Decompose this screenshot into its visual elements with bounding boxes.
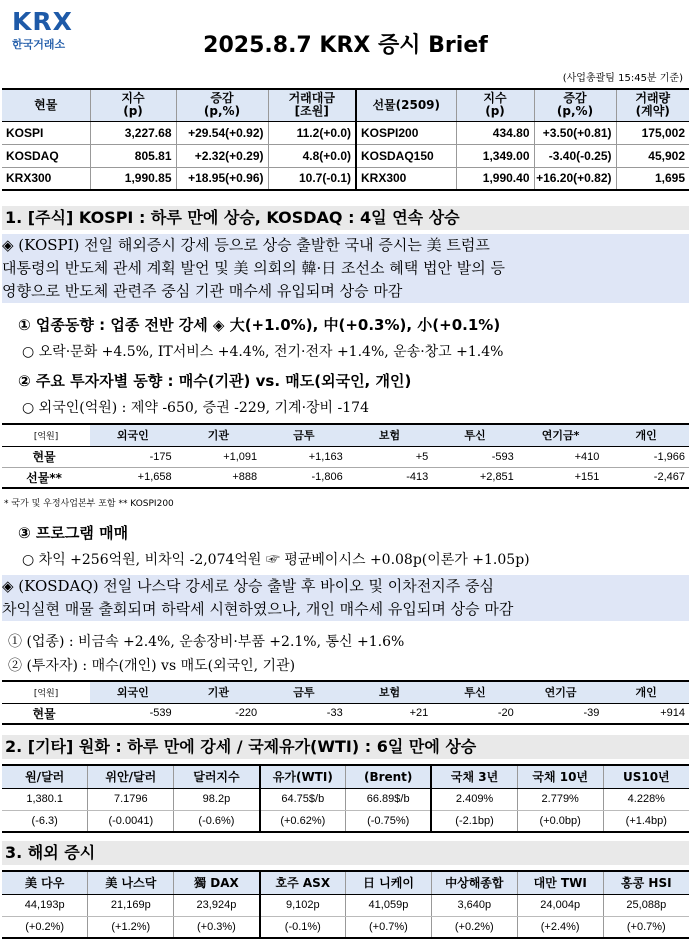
row-fut-change: -3.40(-0.25)	[534, 144, 616, 167]
hdr-cny-usd: 위안/달러	[88, 765, 174, 788]
cell: -413	[347, 467, 433, 488]
row-index: 3,227.68	[90, 121, 176, 144]
cell: (+0.0bp)	[517, 810, 603, 832]
kosdaq-investor-table	[2, 680, 689, 725]
kospi-line-2: 대통령의 반도체 관세 계획 발언 및 美 의회의 韓·日 조선소 혜택 법안 발의 등	[2, 257, 689, 280]
cell: 7.1796	[88, 788, 174, 810]
section1-title: 1. [주식] KOSPI : 하루 만에 상승, KOSDAQ : 4일 연속 상승	[2, 206, 689, 230]
cell: 44,193p	[2, 894, 88, 916]
kosdaq-paragraph	[2, 575, 689, 621]
cell: -539	[90, 703, 176, 724]
hdr-brent: (Brent)	[346, 765, 432, 788]
cell: 1,380.1	[2, 788, 88, 810]
cell: +914	[603, 703, 689, 724]
cell: (+0.7%)	[346, 916, 432, 938]
cell: +151	[518, 467, 604, 488]
logo-subtitle: 한국거래소	[12, 38, 66, 51]
row-fut-volume: 175,002	[616, 121, 689, 144]
sector-trend-bullet: ○ 오락·문화 +4.5%, IT서비스 +4.4%, 전기·전자 +1.4%, 운송·창고 +1.4%	[22, 344, 504, 360]
hdr-wti: 유가(WTI)	[260, 765, 346, 788]
cell: -33	[261, 703, 347, 724]
hdr-insurance: 보험	[347, 424, 433, 446]
cell: 24,004p	[517, 894, 603, 916]
unit-label: [억원]	[2, 424, 90, 446]
row-name: KOSDAQ	[2, 144, 90, 167]
cell: +5	[347, 446, 433, 467]
row-fut-name: KRX300	[356, 167, 456, 190]
row-name: KOSPI	[2, 121, 90, 144]
hdr-value: 거래대금 [조원]	[268, 89, 356, 121]
hdr-foreign: 외국인	[90, 424, 176, 446]
hdr-asx: 호주 ASX	[260, 871, 346, 894]
row-fut-name: KOSPI200	[356, 121, 456, 144]
footnote: * 국가 및 우정사업본부 포함 ** KOSPI200	[4, 499, 174, 509]
cell: -593	[432, 446, 518, 467]
cell: -2,467	[603, 467, 689, 488]
kospi-line-1: ◈ (KOSPI) 전일 해외증시 강세 등으로 상승 출발한 국내 증시는 美 트럼프	[2, 234, 689, 257]
row-change: +18.95(+0.96)	[176, 167, 268, 190]
unit-label: [억원]	[2, 681, 90, 703]
row-index: 805.81	[90, 144, 176, 167]
hdr-taiwan: 대만 TWI	[517, 871, 603, 894]
table-row	[2, 121, 689, 144]
kospi-paragraph	[2, 234, 689, 303]
kosdaq-line-1: ◈ (KOSDAQ) 전일 나스닥 강세로 상승 출발 후 바이오 및 이차전지주 중심	[2, 575, 689, 598]
hdr-dax: 獨 DAX	[174, 871, 260, 894]
row-fut-change: +3.50(+0.81)	[534, 121, 616, 144]
program-trading-title: ③ 프로그램 매매	[18, 524, 129, 542]
row-change: +29.54(+0.92)	[176, 121, 268, 144]
hdr-fut-index: 지수 (p)	[456, 89, 534, 121]
hdr-institution: 기관	[176, 424, 262, 446]
cell: (+0.3%)	[174, 916, 260, 938]
cell: 23,924p	[174, 894, 260, 916]
hdr-futures: 선물(2509)	[356, 89, 456, 121]
cell: (+1.2%)	[88, 916, 174, 938]
hdr-ktb10y: 국채 10년	[517, 765, 603, 788]
row-fut-index: 1,349.00	[456, 144, 534, 167]
cell: (+0.2%)	[2, 916, 88, 938]
cell: -175	[90, 446, 176, 467]
hdr-ktb3y: 국채 3년	[431, 765, 517, 788]
cell: 2.779%	[517, 788, 603, 810]
hdr-spot: 현물	[2, 89, 90, 121]
logo-brand: KRX	[12, 7, 73, 36]
cell: 25,088p	[603, 894, 689, 916]
table-row	[2, 810, 689, 832]
cell: -220	[176, 703, 262, 724]
cell: (-0.1%)	[260, 916, 346, 938]
investor-trend-bullet: ○ 외국인(억원) : 제약 -650, 증권 -229, 기계·장비 -174	[22, 400, 369, 416]
cell: -39	[518, 703, 604, 724]
cell: 64.75$/b	[260, 788, 346, 810]
hdr-pension: 연기금	[518, 681, 604, 703]
hdr-change: 증감 (p,%)	[176, 89, 268, 121]
row-fut-volume: 1,695	[616, 167, 689, 190]
cell: +1,091	[176, 446, 262, 467]
cell: +2,851	[432, 467, 518, 488]
hdr-shanghai: 中상해종합	[431, 871, 517, 894]
cell: -1,806	[261, 467, 347, 488]
cell: (-0.0041)	[88, 810, 174, 832]
cell: (+2.4%)	[517, 916, 603, 938]
kosdaq-investor-bullet: ② (투자자) : 매수(개인) vs 매도(외국인, 기관)	[8, 658, 296, 674]
row-name: 현물	[2, 446, 90, 467]
row-fut-volume: 45,902	[616, 144, 689, 167]
cell: (-6.3)	[2, 810, 88, 832]
cell: (+0.2%)	[431, 916, 517, 938]
hdr-fut-volume: 거래량 (계약)	[616, 89, 689, 121]
cell: 9,102p	[260, 894, 346, 916]
hdr-dxy: 달러지수	[174, 765, 260, 788]
row-value: 11.2(+0.0)	[268, 121, 356, 144]
cell: -1,966	[603, 446, 689, 467]
row-change: +2.32(+0.29)	[176, 144, 268, 167]
hdr-nasdaq: 美 나스닥	[88, 871, 174, 894]
hdr-us10y: US10년	[603, 765, 689, 788]
program-trading-bullet: ○ 차익 +256억원, 비차익 -2,074억원 ☞ 평균베이시스 +0.08p(이론가 +1.05p)	[22, 552, 530, 568]
row-value: 10.7(-0.1)	[268, 167, 356, 190]
cell: 21,169p	[88, 894, 174, 916]
hdr-fin-invest: 금투	[261, 681, 347, 703]
global-markets-table	[2, 870, 689, 939]
hdr-fut-change: 증감 (p,%)	[534, 89, 616, 121]
table-row	[2, 446, 689, 467]
table-row	[2, 167, 689, 190]
cell: 41,059p	[346, 894, 432, 916]
cell: (+1.4bp)	[603, 810, 689, 832]
hdr-dow: 美 다우	[2, 871, 88, 894]
investor-trend-title: ② 주요 투자자별 동향 : 매수(기관) vs. 매도(외국인, 개인)	[18, 372, 412, 390]
hdr-foreign: 외국인	[90, 681, 176, 703]
table-row	[2, 467, 689, 488]
index-table	[2, 88, 689, 191]
cell: (-2.1bp)	[431, 810, 517, 832]
table-row	[2, 144, 689, 167]
table-row	[2, 788, 689, 810]
cell: (+0.62%)	[260, 810, 346, 832]
hdr-institution: 기관	[176, 681, 262, 703]
kospi-line-3: 영향으로 반도체 관련주 중심 기관 매수세 유입되며 상승 마감	[2, 280, 689, 303]
cell: (-0.6%)	[174, 810, 260, 832]
row-fut-name: KOSDAQ150	[356, 144, 456, 167]
time-note: (사업총괄팀 15:45분 기준)	[562, 73, 683, 84]
row-name: 현물	[2, 703, 90, 724]
cell: 3,640p	[431, 894, 517, 916]
cell: +888	[176, 467, 262, 488]
kosdaq-line-2: 차익실현 매물 출회되며 하락세 시현하였으나, 개인 매수세 유입되며 상승 마감	[2, 598, 689, 621]
row-value: 4.8(+0.0)	[268, 144, 356, 167]
cell: 66.89$/b	[346, 788, 432, 810]
row-fut-change: +16.20(+0.82)	[534, 167, 616, 190]
row-fut-index: 434.80	[456, 121, 534, 144]
cell: 2.409%	[431, 788, 517, 810]
cell: +21	[347, 703, 433, 724]
kosdaq-sector-bullet: ① (업종) : 비금속 +2.4%, 운송장비·부품 +2.1%, 통신 +1.6%	[8, 634, 405, 650]
hdr-individual: 개인	[603, 681, 689, 703]
hdr-trust: 투신	[432, 424, 518, 446]
cell: 4.228%	[603, 788, 689, 810]
hdr-trust: 투신	[432, 681, 518, 703]
row-name: 선물**	[2, 467, 90, 488]
cell: (+0.7%)	[603, 916, 689, 938]
cell: +410	[518, 446, 604, 467]
page-title: 2025.8.7 KRX 증시 Brief	[203, 33, 488, 58]
cell: +1,658	[90, 467, 176, 488]
section2-title: 2. [기타] 원화 : 하루 만에 강세 / 국제유가(WTI) : 6일 만에 상승	[2, 735, 689, 759]
hdr-krw-usd: 원/달러	[2, 765, 88, 788]
sector-trend-title: ① 업종동향 : 업종 전반 강세 ◈ 大(+1.0%), 中(+0.3%), 小(+0.1%)	[18, 316, 501, 334]
kospi-investor-table	[2, 423, 689, 489]
cell: +1,163	[261, 446, 347, 467]
hdr-fin-invest: 금투	[261, 424, 347, 446]
cell: (-0.75%)	[346, 810, 432, 832]
cell: -20	[432, 703, 518, 724]
hdr-pension: 연기금*	[518, 424, 604, 446]
table-row	[2, 916, 689, 938]
row-index: 1,990.85	[90, 167, 176, 190]
row-fut-index: 1,990.40	[456, 167, 534, 190]
hdr-hangseng: 홍콩 HSI	[603, 871, 689, 894]
section3-title: 3. 해외 증시	[2, 841, 689, 865]
row-name: KRX300	[2, 167, 90, 190]
hdr-insurance: 보험	[347, 681, 433, 703]
table-row	[2, 894, 689, 916]
hdr-nikkei: 日 니케이	[346, 871, 432, 894]
cell: 98.2p	[174, 788, 260, 810]
table-row	[2, 703, 689, 724]
hdr-index: 지수 (p)	[90, 89, 176, 121]
fx-rates-table	[2, 764, 689, 833]
hdr-individual: 개인	[603, 424, 689, 446]
